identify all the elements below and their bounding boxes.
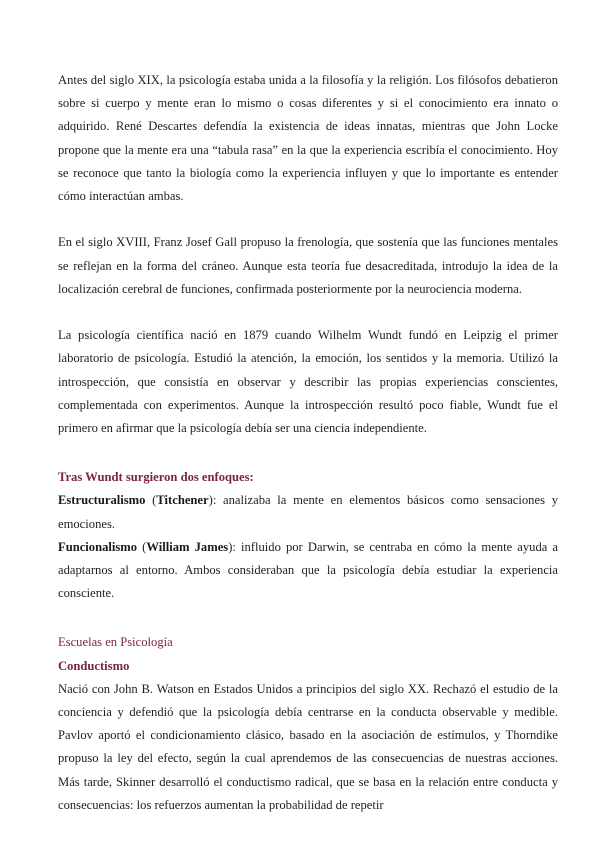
paren-open: ( xyxy=(145,493,157,508)
enfoques-heading: Tras Wundt surgieron dos enfoques: xyxy=(58,470,254,485)
funcionalismo-term: Funcionalismo xyxy=(58,539,138,554)
paren-open: ( xyxy=(137,539,147,554)
spacer xyxy=(58,208,558,231)
spacer xyxy=(58,605,558,631)
conductismo-heading: Conductismo xyxy=(58,658,130,673)
document-page xyxy=(58,69,558,817)
funcionalismo-text: : influido por Darwin, se centraba en cómo la mente ayuda a adaptarnos al entorno. Ambos consideraban que la psicología debía estudiar la experiencia consciente. xyxy=(58,539,559,601)
spacer xyxy=(58,301,558,324)
paragraph-historia: Antes del siglo XIX, la psicología estaba unida a la filosofía y la religión. Los filósofos debatieron sobre si cuerpo y mente eran lo mismo o cosas diferentes y si el conocimiento era innato o adquirido. René Descartes defendía la existencia de ideas innatas, mientras que John Locke propone que la mente era una “tabula rasa” en la que la experiencia escribía el conocimiento. Hoy se reconoce que tanto la biología como la experiencia influyen y que lo importante es entender cómo interactúan ambas. xyxy=(58,73,558,204)
escuelas-heading: Escuelas en Psicología xyxy=(58,635,173,650)
estructuralismo-text: : analizaba la mente en elementos básicos como sensaciones y emociones. xyxy=(58,493,558,531)
paren-close: ) xyxy=(208,493,213,508)
paragraph-frenologia: En el siglo XVIII, Franz Josef Gall propuso la frenología, que sostenía que las funciones mentales se reflejan en la forma del cráneo. Aunque esta teoría fue desacreditada, introdujo la idea de la localización cerebral de funciones, confirmada posteriormente por la neurociencia moderna. xyxy=(58,235,558,296)
estructuralismo-item xyxy=(58,489,558,535)
paragraph-wundt: La psicología científica nació en 1879 cuando Wilhelm Wundt fundó en Leipzig el primer laboratorio de psicología. Estudió la atención, la emoción, los sentidos y la memoria. Utilizó la introspección, que consistía en observar y describir las propias experiencias conscientes, complementada con experimentos. Aunque la introspección resultó poco fiable, Wundt fue el primero en afirmar que la psicología debía ser una ciencia independiente. xyxy=(58,328,558,436)
paren-close: ) xyxy=(228,539,233,554)
funcionalismo-person: William James xyxy=(146,539,229,554)
paragraph-conductismo: Nació con John B. Watson en Estados Unidos a principios del siglo XX. Rechazó el estudio de la conciencia y defendió que la psicología debía centrarse en la conducta observable y medible. Pavlov aportó el condicionamiento clásico, basado en la asociación de estímulos, y Thorndike propuso la ley del efecto, según la cual aprendemos de las consecuencias de nuestras acciones. Más tarde, Skinner desarrolló el conductismo radical, que se basa en la relación entre conducta y consecuencias: los refuerzos aumentan la probabilidad de repetir xyxy=(58,681,558,812)
estructuralismo-term: Estructuralismo xyxy=(58,493,146,508)
spacer xyxy=(58,440,558,466)
estructuralismo-person: Titchener xyxy=(156,493,209,508)
funcionalismo-item xyxy=(58,536,558,606)
